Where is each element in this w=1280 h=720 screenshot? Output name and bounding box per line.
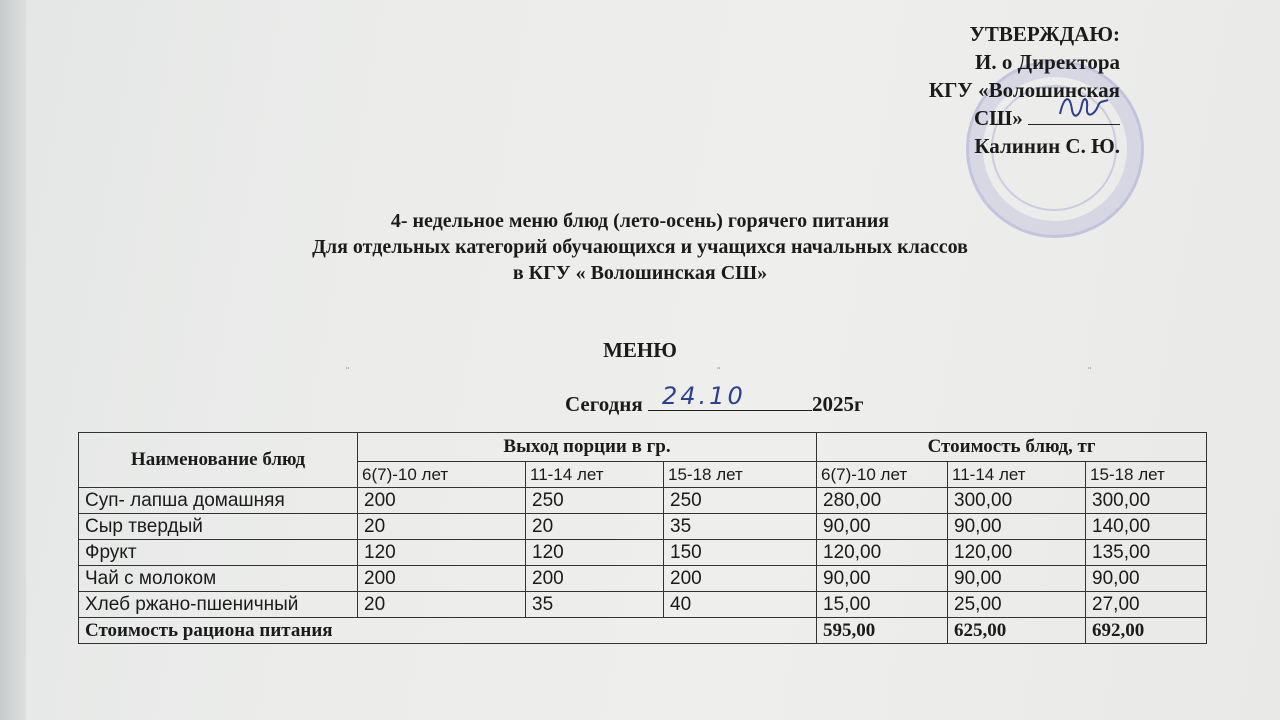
dish-name: Хлеб ржано-пшеничный [79, 592, 358, 618]
approval-name: Калинин С. Ю. [974, 134, 1120, 158]
table-row [79, 540, 1207, 566]
portion-value: 35 [526, 592, 664, 618]
portion-value: 200 [358, 488, 526, 514]
cost-value: 300,00 [948, 488, 1086, 514]
portion-value: 200 [358, 566, 526, 592]
dish-name: Сыр твердый [79, 514, 358, 540]
approval-organization-end: СШ» [880, 104, 1120, 132]
approval-position: И. о Директора [975, 50, 1120, 74]
portion-value: 35 [664, 514, 817, 540]
portion-value: 200 [664, 566, 817, 592]
total-value: 692,00 [1086, 618, 1207, 644]
header-dish: Наименование блюд [79, 433, 358, 488]
date-underline [648, 382, 812, 411]
dot-mark: ¨ [346, 366, 350, 377]
total-row [79, 618, 1207, 644]
total-label: Стоимость рациона питания [79, 618, 817, 644]
table-header-row [79, 433, 1207, 462]
cost-value: 90,00 [817, 566, 948, 592]
table-row [79, 514, 1207, 540]
cost-age-2: 11-14 лет [948, 462, 1086, 488]
dot-mark: ¨ [717, 366, 721, 377]
cost-value: 27,00 [1086, 592, 1207, 618]
table-row [79, 592, 1207, 618]
heading-line-3: в КГУ « Волошинская СШ» [512, 262, 768, 284]
cost-value: 120,00 [948, 540, 1086, 566]
dot-mark: ¨ [1088, 366, 1092, 377]
approval-organization: КГУ «Волошинская [928, 78, 1120, 102]
portion-age-1: 6(7)-10 лет [358, 462, 526, 488]
heading-line-1: 4- недельное меню блюд (лето-осень) горячего питания [390, 210, 890, 232]
handwritten-signature [1054, 86, 1114, 126]
page-edge [0, 0, 26, 720]
portion-value: 20 [358, 514, 526, 540]
cost-value: 300,00 [1086, 488, 1207, 514]
cost-value: 140,00 [1086, 514, 1207, 540]
cost-value: 90,00 [948, 566, 1086, 592]
handwritten-date: 24.10 [662, 382, 746, 410]
portion-value: 20 [526, 514, 664, 540]
total-value: 625,00 [948, 618, 1086, 644]
portion-value: 120 [358, 540, 526, 566]
cost-value: 15,00 [817, 592, 948, 618]
header-cost: Стоимость блюд, тг [817, 433, 1207, 462]
heading-line-2: Для отдельных категорий обучающихся и учащихся начальных классов [312, 236, 968, 258]
portion-value: 120 [526, 540, 664, 566]
date-line-block [565, 382, 864, 417]
menu-title: МЕНЮ [603, 338, 677, 362]
document-heading [240, 208, 1040, 286]
cost-value: 120,00 [817, 540, 948, 566]
portion-age-3: 15-18 лет [664, 462, 817, 488]
dish-name: Чай с молоком [79, 566, 358, 592]
dish-name: Фрукт [79, 540, 358, 566]
table-row [79, 488, 1207, 514]
dish-name: Суп- лапша домашняя [79, 488, 358, 514]
portion-value: 250 [664, 488, 817, 514]
total-value: 595,00 [817, 618, 948, 644]
portion-value: 150 [664, 540, 817, 566]
cost-value: 135,00 [1086, 540, 1207, 566]
portion-value: 40 [664, 592, 817, 618]
portion-value: 250 [526, 488, 664, 514]
portion-age-2: 11-14 лет [526, 462, 664, 488]
today-label: Сегодня [565, 392, 643, 416]
portion-value: 200 [526, 566, 664, 592]
cost-age-1: 6(7)-10 лет [817, 462, 948, 488]
cost-age-3: 15-18 лет [1086, 462, 1207, 488]
year-label: 2025г [812, 392, 864, 416]
menu-table [78, 432, 1207, 644]
cost-value: 25,00 [948, 592, 1086, 618]
table-row [79, 566, 1207, 592]
header-portion: Выход порции в гр. [358, 433, 817, 462]
portion-value: 20 [358, 592, 526, 618]
approval-title: УТВЕРЖДАЮ: [969, 22, 1120, 46]
cost-value: 90,00 [817, 514, 948, 540]
cost-value: 90,00 [948, 514, 1086, 540]
cost-value: 90,00 [1086, 566, 1207, 592]
cost-value: 280,00 [817, 488, 948, 514]
